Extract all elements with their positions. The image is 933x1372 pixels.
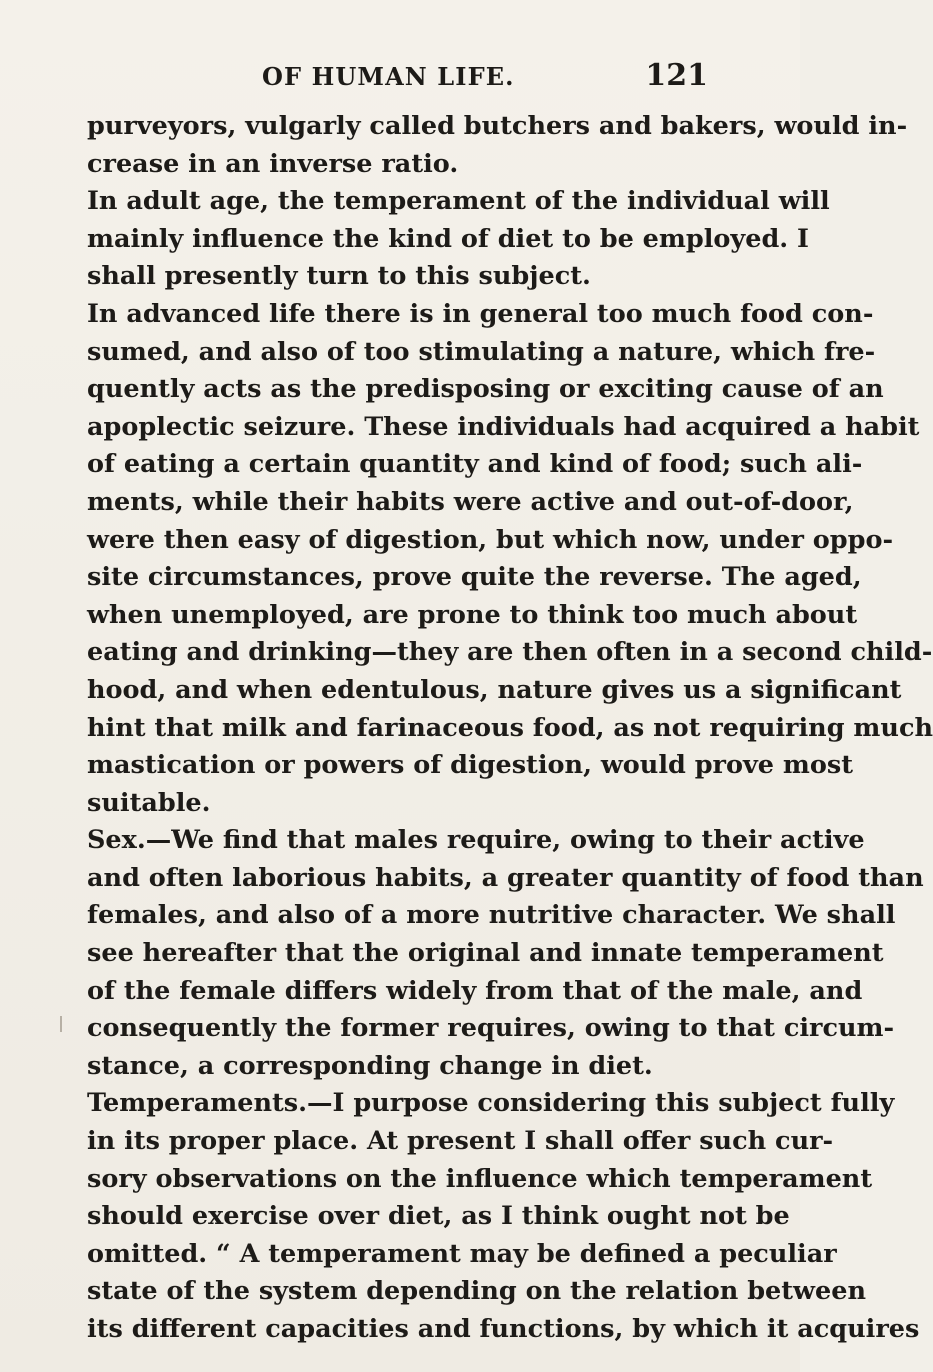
text-line: of eating a certain quantity and kind of food; such ali- <box>87 449 863 480</box>
text-line: eating and drinking—they are then often in a second child- <box>87 637 933 668</box>
text-line: hood, and when edentulous, nature gives us a significant <box>87 674 902 705</box>
page-number: 121 <box>645 58 708 93</box>
text-line: mastication or powers of digestion, would prove most <box>87 750 854 781</box>
text-line: state of the system depending on the relation between <box>87 1276 866 1307</box>
text-line: should exercise over diet, as I think ought not be <box>87 1201 790 1232</box>
text-line: see hereafter that the original and innate temperament <box>87 938 884 969</box>
text-line: consequently the former requires, owing to that circum- <box>87 1013 895 1044</box>
text-line: of the female differs widely from that of the male, and <box>87 975 863 1006</box>
text-line: in its proper place. At present I shall offer such cur- <box>87 1126 834 1157</box>
text-line: hint that milk and farinaceous food, as not requiring much <box>87 712 933 743</box>
text-line: females, and also of a more nutritive character. We shall <box>87 900 896 931</box>
text-line: sumed, and also of too stimulating a nature, which fre- <box>87 336 876 367</box>
text-line: shall presently turn to this subject. <box>87 261 591 292</box>
margin-mark <box>60 1016 62 1032</box>
text-line: suitable. <box>87 787 211 818</box>
text-line: omitted. “ A temperament may be defined a peculiar <box>87 1238 837 1269</box>
text-line: its different capacities and functions, by which it acquires <box>87 1314 920 1344</box>
text-line: when unemployed, are prone to think too much about <box>87 599 858 630</box>
text-line: Sex.—We find that males require, owing to their active <box>87 825 865 856</box>
text-line: and often laborious habits, a greater quantity of food than <box>87 862 924 893</box>
text-line: quently acts as the predisposing or exciting cause of an <box>87 374 884 405</box>
body-text <box>87 108 933 1349</box>
text-line: were then easy of digestion, but which now, under oppo- <box>87 524 894 555</box>
text-line: site circumstances, prove quite the reverse. The aged, <box>87 562 862 593</box>
text-line: purveyors, vulgarly called butchers and bakers, would in- <box>87 111 908 141</box>
page-header <box>262 58 708 98</box>
text-line: ments, while their habits were active and out-of-door, <box>87 486 854 517</box>
text-line: crease in an inverse ratio. <box>87 148 459 179</box>
text-line: apoplectic seizure. These individuals had acquired a habit <box>87 411 920 442</box>
text-line: stance, a corresponding change in diet. <box>87 1050 653 1081</box>
running-head: OF HUMAN LIFE. <box>262 62 515 91</box>
text-line: In advanced life there is in general too much food con- <box>87 298 874 329</box>
text-line: mainly influence the kind of diet to be employed. I <box>87 223 809 254</box>
text-line: Temperaments.—I purpose considering this subject fully <box>87 1088 895 1119</box>
text-line: In adult age, the temperament of the individual will <box>87 186 830 217</box>
text-line: sory observations on the influence which temperament <box>87 1163 873 1194</box>
